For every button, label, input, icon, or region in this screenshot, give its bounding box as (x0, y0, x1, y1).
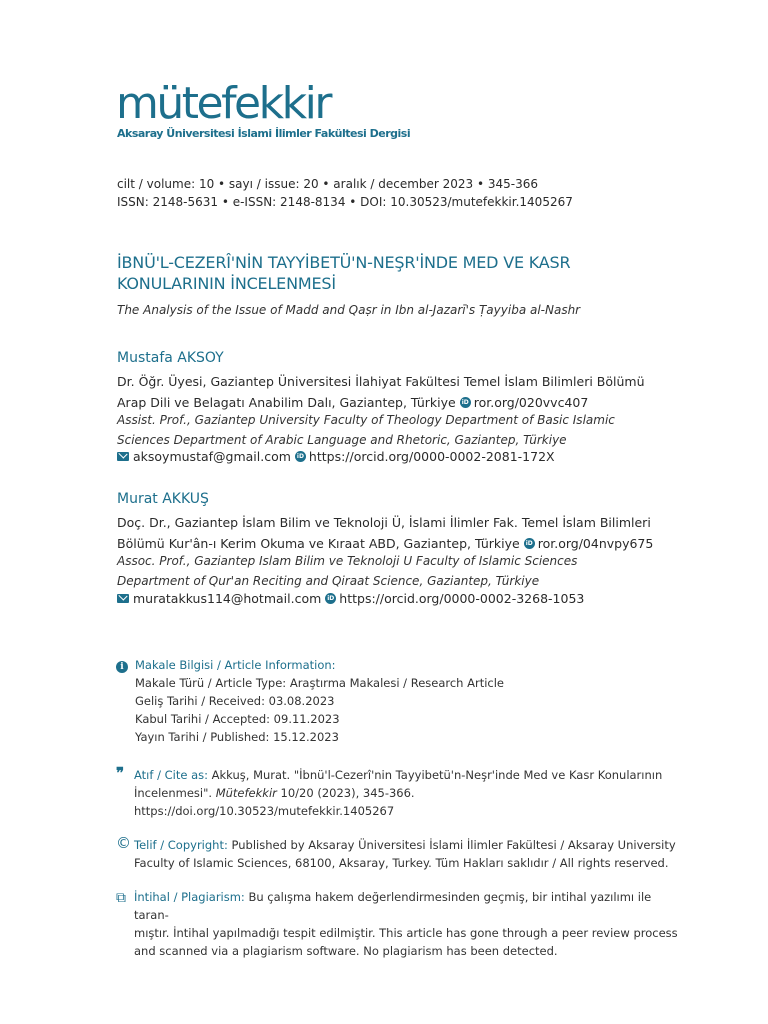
cite-doi[interactable]: https://doi.org/10.30523/mutefekkir.1405267 (134, 804, 395, 818)
plagiarism-block (134, 888, 682, 960)
copyright-line2: Faculty of Islamic Sciences, 68100, Aksaray, Turkey. Tüm Hakları saklıdır / All rights reserved. (134, 856, 669, 870)
orcid-link[interactable]: https://orcid.org/0000-0002-2081-172X (308, 449, 555, 464)
aff-tr-line1: Doç. Dr., Gaziantep İslam Bilim ve Teknoloji Ü, İslami İlimler Fak. Temel İslam Bilimleri (117, 515, 651, 530)
article-title-line1: İBNÜ'L-CEZERÎ'NİN TAYYİBETÜ'N-NEŞR'İNDE MED VE KASR (117, 253, 571, 272)
plagiarism-line1: Bu çalışma hakem değerlendirmesinden geçmiş, bir intihal yazılımı ile taran- (134, 890, 652, 922)
cite-line2-a: İncelenmesi". (134, 786, 216, 800)
author-affiliation-en (117, 551, 677, 591)
quote-icon: ❞ (116, 764, 125, 782)
received-date: Geliş Tarihi / Received: 03.08.2023 (135, 694, 335, 708)
aff-en-line1: Assoc. Prof., Gaziantep Islam Bilim ve Teknoloji U Faculty of Islamic Sciences (117, 554, 578, 568)
cite-label: Atıf / Cite as: (134, 768, 208, 782)
article-title-line2: KONULARININ İNCELENMESİ (117, 274, 336, 293)
author-affiliation-tr (117, 512, 677, 554)
cite-line2-b: 10/20 (2023), 345-366. (276, 786, 415, 800)
email-link[interactable]: aksoymustaf@gmail.com (133, 449, 291, 464)
copyright-block (134, 836, 682, 872)
article-info (135, 656, 504, 746)
aff-en-line2: Sciences Department of Arabic Language and Rhetoric, Gaziantep, Türkiye (117, 433, 567, 447)
aff-tr-line2-text: Bölümü Kur'ân-ı Kerim Okuma ve Kıraat ABD, Gaziantep, Türkiye (117, 536, 520, 551)
orcid-icon: iD (296, 453, 304, 460)
issue-meta: cilt / volume: 10 • sayı / issue: 20 • aralık / december 2023 • 345-366 (117, 177, 539, 191)
aff-en-line2: Department of Qur'an Reciting and Qiraat Science, Gaziantep, Türkiye (117, 574, 540, 588)
info-icon: i (116, 658, 128, 673)
author-name: Mustafa AKSOY (117, 350, 224, 366)
cite-journal: Mütefekkir (215, 786, 277, 800)
aff-tr-line1: Dr. Öğr. Üyesi, Gaziantep Üniversitesi İlahiyat Fakültesi Temel İslam Bilimleri Bölümü (117, 374, 645, 389)
journal-logo: mütefekkir (116, 78, 330, 129)
cite-block (134, 766, 682, 820)
copy-check-icon: ⧉ (116, 890, 126, 906)
copyright-label: Telif / Copyright: (134, 838, 228, 852)
ror-icon: iD (525, 540, 533, 547)
ror-link[interactable]: ror.org/04nvpy675 (537, 536, 654, 551)
aff-en-line1: Assist. Prof., Gaziantep University Faculty of Theology Department of Basic Islamic (117, 413, 615, 427)
ror-link[interactable]: ror.org/020vvc407 (473, 395, 589, 410)
copyright-line1: Published by Aksaray Üniversitesi İslami İlimler Fakültesi / Aksaray University (231, 838, 676, 852)
article-type: Makale Türü / Article Type: Araştırma Makalesi / Research Article (135, 676, 505, 690)
plagiarism-line3: and scanned via a plagiarism software. No plagiarism has been detected. (134, 944, 558, 958)
article-info-heading: Makale Bilgisi / Article Information: (135, 658, 336, 672)
author-affiliation-en (117, 410, 677, 450)
envelope-icon (117, 594, 129, 603)
issn-meta: ISSN: 2148-5631 • e-ISSN: 2148-8134 • DOI: 10.30523/mutefekkir.1405267 (117, 195, 573, 209)
author-contact (117, 590, 584, 608)
ror-icon: iD (461, 399, 469, 406)
cite-line1: Akkuş, Murat. "İbnü'l-Cezerî'nin Tayyibetü'n-Neşr'inde Med ve Kasr Konularının (211, 768, 663, 782)
article-title-en: The Analysis of the Issue of Madd and Qaṣr in Ibn al-Jazarī's Ṭayyiba al-Nashr (117, 303, 581, 317)
article-title (117, 252, 677, 294)
accepted-date: Kabul Tarihi / Accepted: 09.11.2023 (135, 712, 340, 726)
email-link[interactable]: muratakkus114@hotmail.com (133, 591, 322, 606)
published-date: Yayın Tarihi / Published: 15.12.2023 (135, 730, 339, 744)
orcid-link[interactable]: https://orcid.org/0000-0002-3268-1053 (339, 591, 585, 606)
author-contact (117, 448, 555, 466)
author-name: Murat AKKUŞ (117, 491, 209, 507)
copyright-icon: © (116, 834, 131, 852)
journal-subtitle: Aksaray Üniversitesi İslami İlimler Fakültesi Dergisi (117, 127, 411, 140)
envelope-icon (117, 452, 129, 461)
aff-tr-line2-text: Arap Dili ve Belagatı Anabilim Dalı, Gaziantep, Türkiye (117, 395, 456, 410)
orcid-icon: iD (327, 595, 335, 602)
plagiarism-line2: mıştır. İntihal yapılmadığı tespit edilmiştir. This article has gone through a peer review process (134, 926, 678, 940)
author-affiliation-tr (117, 371, 677, 413)
plagiarism-label: İntihal / Plagiarism: (134, 890, 245, 904)
